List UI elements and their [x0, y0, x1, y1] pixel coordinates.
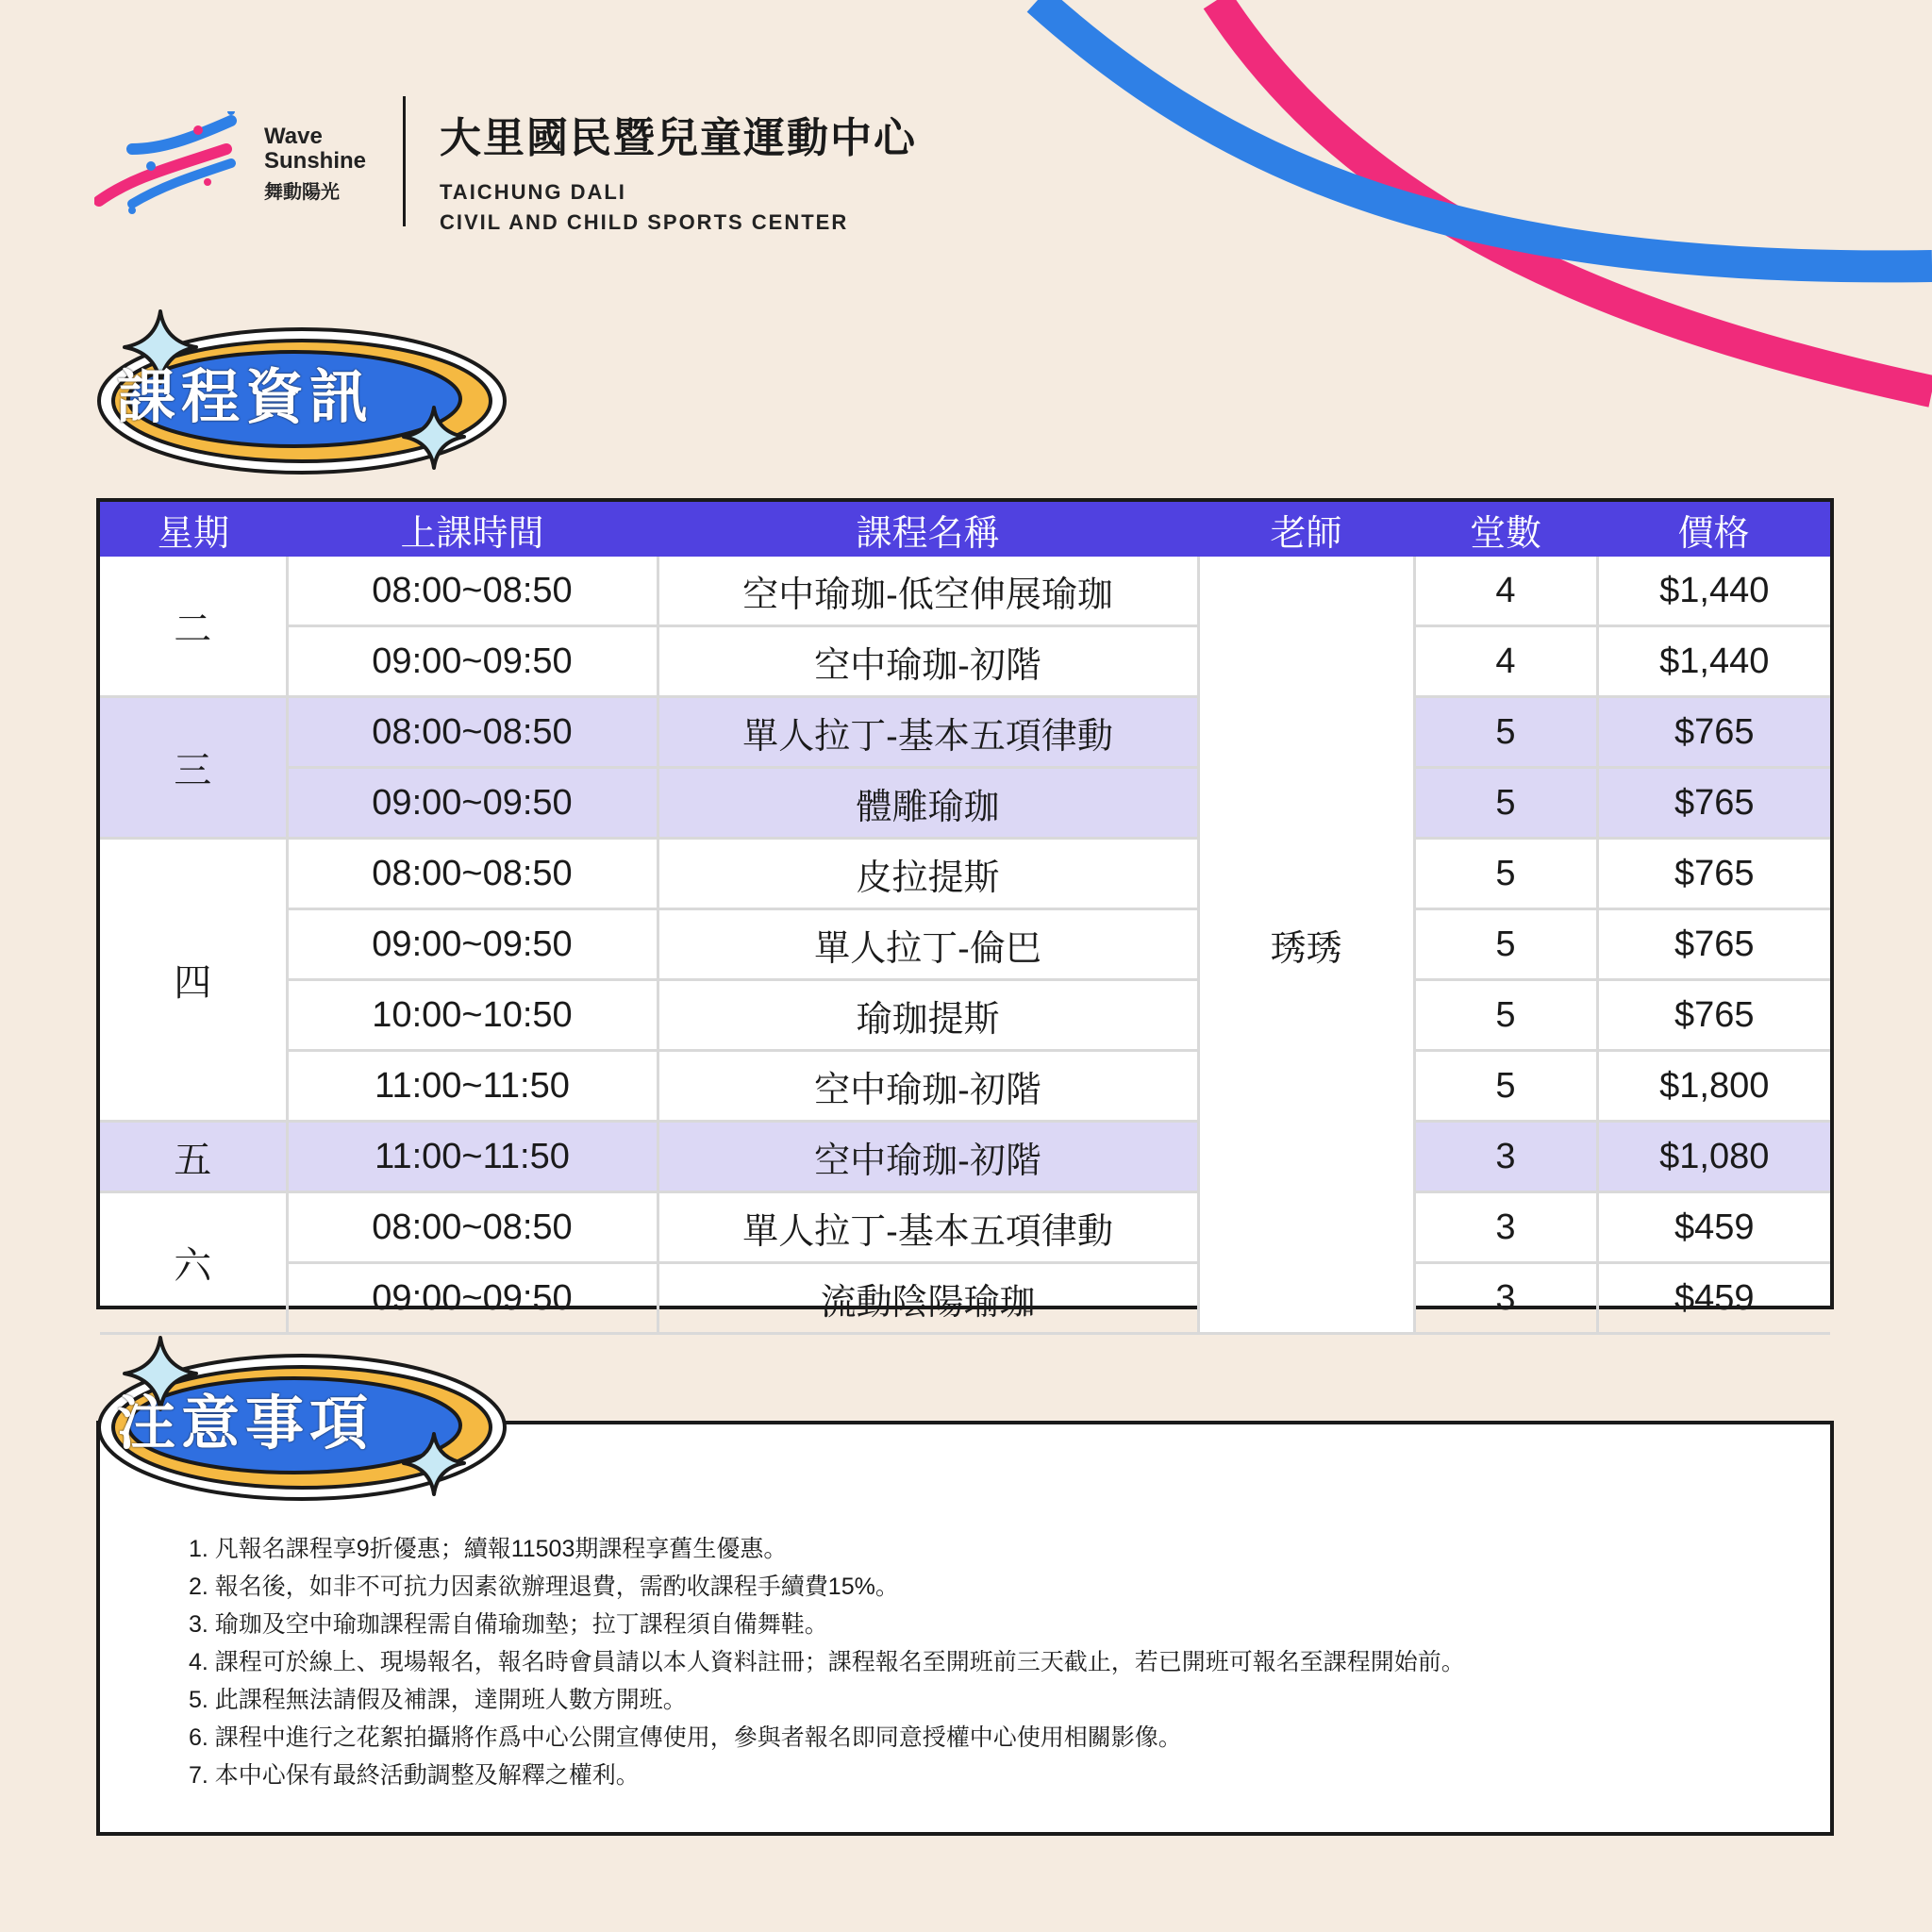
- list-item: 3. 瑜珈及空中瑜珈課程需自備瑜珈墊；拉丁課程須自備舞鞋。: [189, 1611, 828, 1638]
- header-time: 上課時間: [287, 502, 658, 557]
- count-cell: 3: [1414, 1263, 1597, 1334]
- brand-name: [264, 125, 366, 203]
- course-cell: 空中瑜珈-初階: [658, 1122, 1198, 1192]
- brand-line-3: 舞動陽光: [264, 181, 340, 203]
- course-cell: 空中瑜珈-低空伸展瑜珈: [658, 557, 1198, 626]
- price-cell: $765: [1597, 839, 1830, 909]
- table-row: [100, 909, 1830, 980]
- table-row: [100, 980, 1830, 1051]
- list-item: 7. 本中心保有最終活動調整及解釋之權利。: [189, 1762, 640, 1789]
- list-item: 5. 此課程無法請假及補課，達開班人數方開班。: [189, 1687, 687, 1713]
- table-row: [100, 1122, 1830, 1192]
- price-cell: $459: [1597, 1263, 1830, 1334]
- time-cell: 09:00~09:50: [287, 626, 658, 697]
- count-cell: 5: [1414, 980, 1597, 1051]
- course-cell: 空中瑜珈-初階: [658, 626, 1198, 697]
- count-cell: 3: [1414, 1122, 1597, 1192]
- day-cell: 五: [100, 1122, 287, 1192]
- time-cell: 11:00~11:50: [287, 1051, 658, 1122]
- count-cell: 3: [1414, 1192, 1597, 1263]
- table-row: [100, 626, 1830, 697]
- count-cell: 5: [1414, 697, 1597, 768]
- section-title-course: 課程資訊: [116, 364, 374, 430]
- price-cell: $765: [1597, 768, 1830, 839]
- course-cell: 單人拉丁-基本五項律動: [658, 1192, 1198, 1263]
- count-cell: 5: [1414, 1051, 1597, 1122]
- price-cell: $1,080: [1597, 1122, 1830, 1192]
- table-row: [100, 839, 1830, 909]
- table-header-row: [100, 502, 1830, 557]
- price-cell: $765: [1597, 909, 1830, 980]
- time-cell: 08:00~08:50: [287, 557, 658, 626]
- course-cell: 體雕瑜珈: [658, 768, 1198, 839]
- count-cell: 4: [1414, 557, 1597, 626]
- day-cell: 四: [100, 839, 287, 1122]
- header-divider: [403, 96, 406, 226]
- header-count: 堂數: [1414, 502, 1597, 557]
- table-row: [100, 768, 1830, 839]
- course-cell: 空中瑜珈-初階: [658, 1051, 1198, 1122]
- section-badge-notes: [94, 1328, 509, 1507]
- table-row: [100, 557, 1830, 626]
- course-table: [96, 498, 1834, 1323]
- section-title-notes: 注意事項: [116, 1391, 374, 1457]
- count-cell: 4: [1414, 626, 1597, 697]
- course-cell: 流動陰陽瑜珈: [658, 1263, 1198, 1334]
- time-cell: 09:00~09:50: [287, 909, 658, 980]
- day-cell: 二: [100, 557, 287, 697]
- section-badge-course: [94, 302, 509, 481]
- count-cell: 5: [1414, 909, 1597, 980]
- notes-list: [189, 1530, 1465, 1794]
- teacher-cell: 琇琇: [1198, 557, 1414, 1334]
- header-price: 價格: [1597, 502, 1830, 557]
- day-cell: 六: [100, 1192, 287, 1334]
- brand-line-1: Wave: [264, 124, 323, 149]
- price-cell: $765: [1597, 697, 1830, 768]
- count-cell: 5: [1414, 839, 1597, 909]
- count-cell: 5: [1414, 768, 1597, 839]
- header-teacher: 老師: [1198, 502, 1414, 557]
- course-cell: 皮拉提斯: [658, 839, 1198, 909]
- list-item: 4. 課程可於線上、現場報名，報名時會員請以本人資料註冊；課程報名至開班前三天截止，若已開班可報名至課程開始前。: [189, 1649, 1465, 1675]
- center-name: [440, 104, 917, 238]
- price-cell: $1,440: [1597, 557, 1830, 626]
- table-row: [100, 697, 1830, 768]
- time-cell: 11:00~11:50: [287, 1122, 658, 1192]
- table-row: [100, 1263, 1830, 1334]
- course-cell: 單人拉丁-基本五項律動: [658, 697, 1198, 768]
- time-cell: 10:00~10:50: [287, 980, 658, 1051]
- center-name-en-line-1: TAICHUNG DALI: [440, 180, 626, 204]
- list-item: 1. 凡報名課程享9折優惠；續報11503期課程享舊生優惠。: [189, 1536, 788, 1562]
- price-cell: $459: [1597, 1192, 1830, 1263]
- center-name-en: [440, 177, 917, 238]
- time-cell: 09:00~09:50: [287, 1263, 658, 1334]
- time-cell: 09:00~09:50: [287, 768, 658, 839]
- table-row: [100, 1051, 1830, 1122]
- course-cell: 瑜珈提斯: [658, 980, 1198, 1051]
- time-cell: 08:00~08:50: [287, 1192, 658, 1263]
- price-cell: $1,440: [1597, 626, 1830, 697]
- wave-sunshine-logo-icon: [94, 111, 245, 215]
- center-name-zh: 大里國民暨兒童運動中心: [440, 115, 917, 161]
- brand-line-2: Sunshine: [264, 148, 367, 175]
- center-name-en-line-2: CIVIL AND CHILD SPORTS CENTER: [440, 210, 849, 234]
- header-course: 課程名稱: [658, 502, 1198, 557]
- day-cell: 三: [100, 697, 287, 839]
- time-cell: 08:00~08:50: [287, 697, 658, 768]
- time-cell: 08:00~08:50: [287, 839, 658, 909]
- header-day: 星期: [100, 502, 287, 557]
- list-item: 2. 報名後，如非不可抗力因素欲辦理退費，需酌收課程手續費15%。: [189, 1574, 899, 1600]
- table-row: [100, 1192, 1830, 1263]
- price-cell: $765: [1597, 980, 1830, 1051]
- price-cell: $1,800: [1597, 1051, 1830, 1122]
- course-cell: 單人拉丁-倫巴: [658, 909, 1198, 980]
- list-item: 6. 課程中進行之花絮拍攝將作爲中心公開宣傳使用，參與者報名即同意授權中心使用相關影像。: [189, 1724, 1182, 1751]
